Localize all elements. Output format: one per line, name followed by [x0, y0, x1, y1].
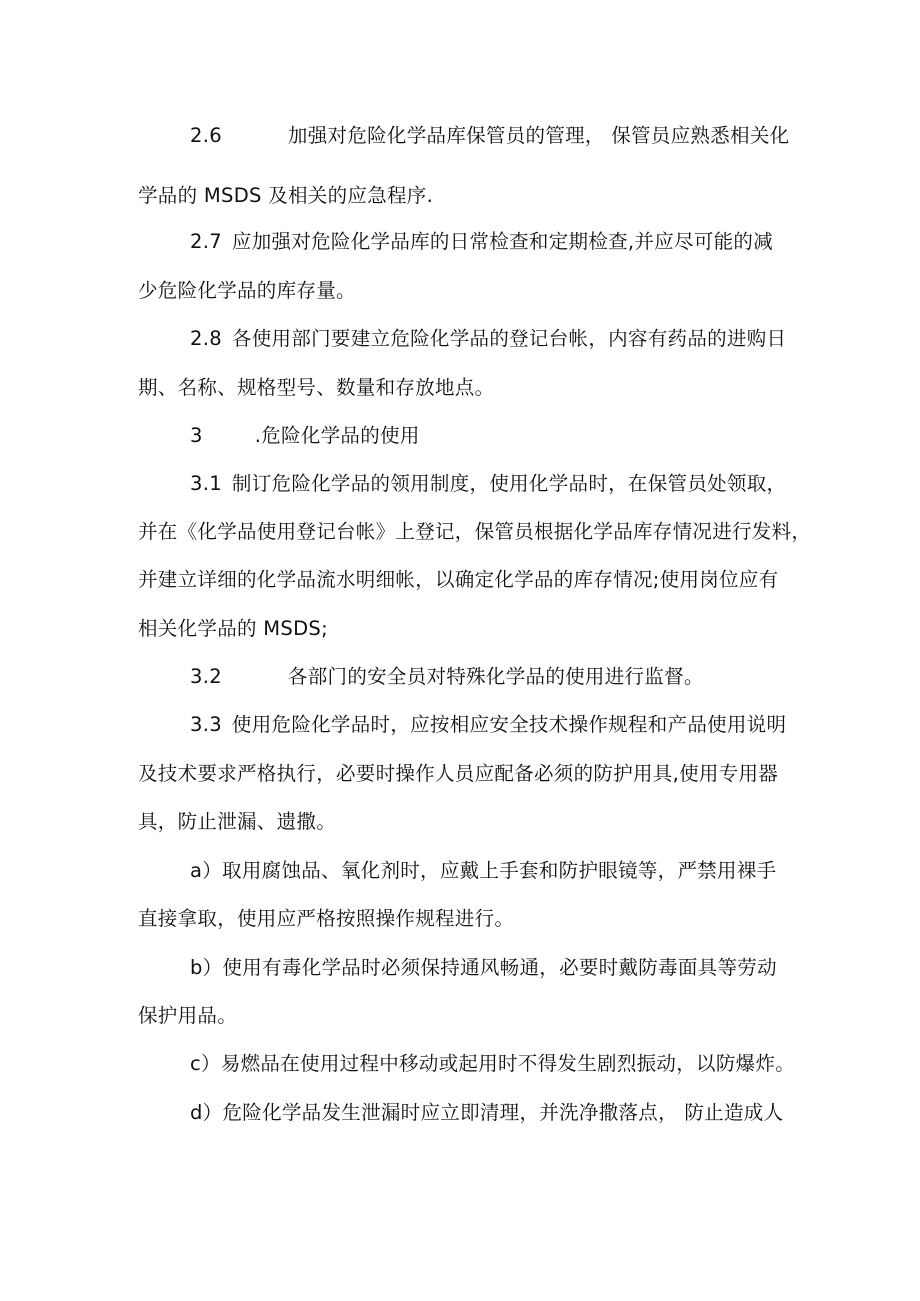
line-text: 学品的 MSDS 及相关的应急程序.: [138, 184, 434, 207]
line-text: 少危险化学品的库存量。: [138, 279, 356, 302]
line-text: 应加强对危险化学品库的日常检查和定期检查,并应尽可能的减: [231, 230, 774, 253]
line-text: 具，防止泄漏、遗撒。: [138, 810, 337, 833]
line-text: 及技术要求严格执行，必要时操作人员应配备必须的防护用具,使用专用器: [138, 762, 779, 785]
paragraph-2-6-line-2: [138, 182, 808, 210]
paragraph-2-6-line-1: [190, 122, 860, 150]
item-c-line-1: [190, 1050, 860, 1078]
line-text: 期、名称、规格型号、数量和存放地点。: [138, 376, 495, 399]
paragraph-3-3-line-2: [138, 760, 808, 788]
line-text: 各部门的安全员对特殊化学品的使用进行监督。: [287, 665, 704, 688]
paragraph-3-2-line-1: [190, 663, 860, 691]
section-number: 3.1: [190, 472, 222, 495]
section-number: 3.2: [190, 665, 222, 688]
item-b-line-1: [190, 954, 860, 982]
line-text: b）使用有毒化学品时必须保持通风畅通，必要时戴防毒面具等劳动: [190, 956, 777, 979]
section-title: .危险化学品的使用: [254, 424, 420, 447]
line-text: 并建立详细的化学品流水明细帐，以确定化学品的库存情况;使用岗位应有: [138, 568, 779, 591]
line-text: c）易燃品在使用过程中移动或起用时不得发生剧烈振动，以防爆炸。: [190, 1052, 796, 1075]
item-a-line-1: [190, 857, 860, 885]
line-text: 使用危险化学品时，应按相应安全技术操作规程和产品使用说明: [231, 713, 787, 736]
section-number: 2.8: [190, 327, 222, 350]
section-number: 3.3: [190, 713, 222, 736]
paragraph-3-3-line-1: [190, 711, 860, 739]
line-text: 相关化学品的 MSDS;: [138, 617, 328, 640]
item-b-line-2: [138, 1002, 808, 1030]
paragraph-3-1-line-4: [138, 615, 808, 643]
paragraph-2-7-line-1: [190, 228, 860, 256]
item-a-line-2: [138, 905, 808, 933]
line-text: 加强对危险化学品库保管员的管理， 保管员应熟悉相关化: [287, 124, 790, 147]
line-text: d）危险化学品发生泄漏时应立即清理，并洗净撒落点， 防止造成人: [190, 1101, 784, 1124]
item-d-line-1: [190, 1099, 860, 1127]
line-text: a）取用腐蚀品、氧化剂时，应戴上手套和防护眼镜等，严禁用裸手: [190, 859, 777, 882]
section-number: 2.6: [190, 124, 222, 147]
line-text: 并在《化学品使用登记台帐》上登记，保管员根据化学品库存情况进行发料，: [138, 520, 812, 543]
section-3-heading: [190, 422, 860, 450]
paragraph-2-7-line-2: [138, 277, 808, 305]
paragraph-3-1-line-2: [138, 518, 812, 546]
line-text: 保护用品。: [138, 1004, 238, 1027]
paragraph-3-1-line-1: [190, 470, 860, 498]
paragraph-2-8-line-1: [190, 325, 860, 353]
paragraph-3-1-line-3: [138, 566, 808, 594]
section-number: 3: [190, 424, 203, 447]
paragraph-2-8-line-2: [138, 374, 808, 402]
paragraph-3-3-line-3: [138, 808, 808, 836]
section-number: 2.7: [190, 230, 222, 253]
line-text: 制订危险化学品的领用制度，使用化学品时，在保管员处领取，: [231, 472, 787, 495]
line-text: 直接拿取，使用应严格按照操作规程进行。: [138, 907, 515, 930]
line-text: 各使用部门要建立危险化学品的登记台帐，内容有药品的进购日: [231, 327, 787, 350]
